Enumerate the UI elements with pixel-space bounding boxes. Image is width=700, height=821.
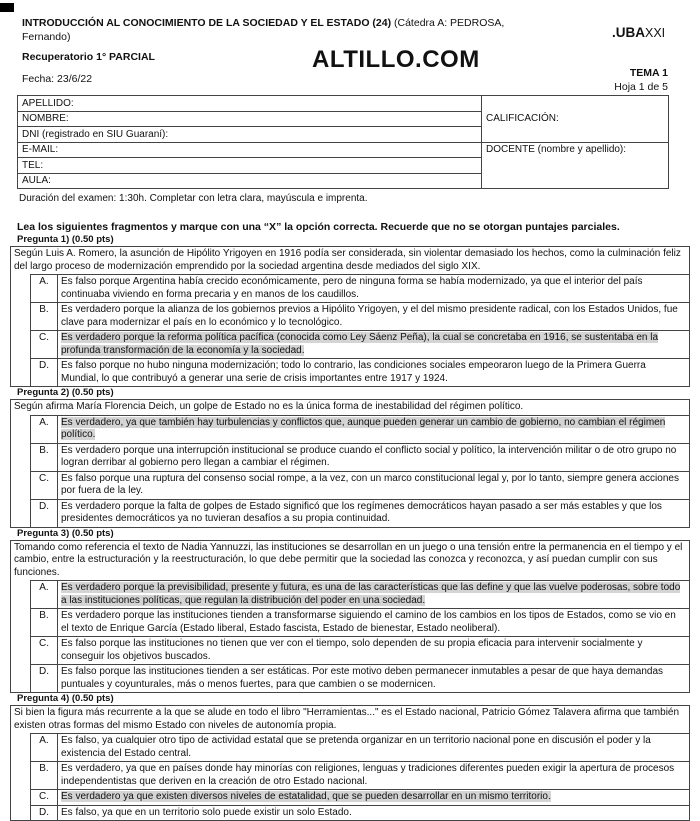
- docente-field[interactable]: DOCENTE (nombre y apellido):: [482, 142, 669, 189]
- option-text: Es verdadero porque la reforma política pacífica (conocida como Ley Sáenz Peña), la cual se concretaba en 1916, se sustentaba en la profunda transformación de la economía y la sociedad.: [61, 332, 659, 356]
- option-text: Es falso porque Argentina había crecido económicamente, pero de ninguna forma se había modernizado, ya que el interior del país continuaba viviendo en forma precaria y en manos de los caudillos.: [61, 276, 643, 300]
- question-1: [10, 246, 690, 387]
- tema-label: TEMA 1: [629, 67, 668, 79]
- instructions: Lea los siguientes fragmentos y marque con una “X” la opción correcta. Recuerde que no se otorgan puntajes parciales.: [17, 221, 620, 233]
- option-row[interactable]: [30, 608, 689, 636]
- option-row[interactable]: [30, 499, 689, 527]
- option-letter: D.: [31, 806, 58, 821]
- option-letter: C.: [31, 790, 58, 805]
- option-text: Es verdadero, ya que también hay turbulencias y conflictos que, aunque pueden generar un cambio de gobierno, no cambian el régimen político.: [61, 416, 666, 440]
- email-field[interactable]: E-MAIL:: [18, 142, 482, 158]
- questions-area: [10, 234, 690, 821]
- option-text: Es falso, ya cualquier otro tipo de actividad estatal que se pretenda organizar en un territorio nacional pone en discusión el poder y la existencia del Estado central.: [61, 735, 651, 759]
- catedra-text: (Cátedra A: PEDROSA, Fernando): [22, 17, 505, 43]
- option-text: Es verdadero, ya que en países donde hay minorías con religiones, lenguas y tradiciones diferentes pueden exigir la apertura de procesos independentistas que deriven en la creación de otro Estado nacional.: [61, 763, 675, 787]
- question-stem: Si bien la figura más recurrente a la que se alude en todo el libro "Herramientas..." es el Estado nacional, Patricio Gómez Talavera afirma que también existen otras formas del mismo Estado con niveles de autonomía propia.: [14, 707, 680, 731]
- option-text: Es falso porque una ruptura del consenso social rompe, a la vez, con un marco constitucional legal y, por lo tanto, siempre genera acciones por fuera de la ley.: [61, 472, 679, 496]
- aula-field[interactable]: AULA:: [18, 173, 482, 189]
- option-text: Es verdadero porque las instituciones tienden a transformarse siguiendo el camino de los cambios en los tipos de Estados, como se vio en el texto de Enrique García (Estado liberal, Estado fascista, Estado de bienestar, Estado neoliberal).: [61, 610, 676, 634]
- dni-field[interactable]: DNI (registrado en SIU Guaraní):: [18, 127, 482, 143]
- question-stem: Según afirma María Florencia Deich, un golpe de Estado no es la única forma de inestabilidad del régimen político.: [14, 401, 524, 412]
- option-row[interactable]: [30, 358, 689, 386]
- option-letter: B.: [31, 444, 58, 471]
- exam-title: Recuperatorio 1° PARCIAL: [22, 51, 155, 63]
- question-stem: Según Luis A. Romero, la asunción de Hipólito Yrigoyen en 1916 podía ser considerada, sin violentar demasiado los hechos, como la culminación feliz del largo proceso de modernización emprendido por la sociedad argentina desde mediados del siglo XIX.: [14, 248, 681, 272]
- question-label: Pregunta 3) (0.50 pts): [17, 527, 114, 539]
- option-row[interactable]: [30, 471, 689, 499]
- question-label: Pregunta 4) (0.50 pts): [17, 693, 114, 704]
- question-label: Pregunta 2) (0.50 pts): [17, 387, 114, 398]
- tema-block: [614, 66, 668, 94]
- option-row[interactable]: [30, 274, 689, 302]
- option-row-highlighted[interactable]: [30, 580, 689, 608]
- option-text: Es falso porque las instituciones no tienen que ver con el tiempo, solo dependen de su propia eficacia para intervenir socialmente y conseguir los objetivos buscados.: [61, 638, 643, 662]
- option-text: Es verdadero porque la alianza de los gobiernos previos a Hipólito Yrigoyen, y el del mismo presidente radical, con los Estados Unidos, fue clave para modernizar el país en lo económico y lo tecnológico.: [61, 304, 678, 328]
- option-letter: C.: [31, 472, 58, 499]
- option-text: Es falso porque no hubo ninguna modernización; todo lo contrario, las condiciones sociales empeoraron luego de la Primera Guerra Mundial, lo que contribuyó a generar una serie de crisis importantes entre 1917 y 1924.: [61, 360, 646, 384]
- watermark: ALTILLO.COM: [312, 46, 480, 73]
- option-text: Es verdadero porque una interrupción institucional se produce cuando el conflicto social y político, la intervención militar o de otro grupo no logran derribar al gobierno pero llegan a cambiar el régimen.: [61, 444, 677, 468]
- option-row-highlighted[interactable]: [30, 415, 689, 443]
- option-letter: A.: [31, 734, 58, 761]
- question-label: Pregunta 1) (0.50 pts): [17, 234, 114, 245]
- option-letter: C.: [31, 331, 58, 358]
- option-row[interactable]: [30, 664, 689, 692]
- calificacion-field[interactable]: CALIFICACIÓN:: [482, 96, 669, 143]
- option-text: Es verdadero ya que existen diversos niveles de estatalidad, que se pueden desarrollar en un mismo territorio.: [61, 791, 551, 802]
- option-letter: B.: [31, 762, 58, 789]
- option-letter: C.: [31, 637, 58, 664]
- option-letter: A.: [31, 275, 58, 302]
- option-row[interactable]: [30, 805, 689, 821]
- option-row-highlighted[interactable]: [30, 330, 689, 358]
- option-row[interactable]: [30, 761, 689, 789]
- question-stem: Tomando como referencia el texto de Nadia Yannuzzi, las instituciones se desarrollan en un juego o una tensión entre la permanencia en el tiempo y el cambio, entre la estructuración y la reestructuración, lo que debe permitir que la sociedad las conozca y reconozca, y así puedan cumplir con sus funciones.: [14, 541, 683, 578]
- question-4: [10, 705, 690, 821]
- option-text: Es verdadero porque la previsibilidad, presente y futura, es una de las características que las define y que las vuelve poderosas, sobre todo a las instituciones políticas, que regulan la distribución del poder en una sociedad.: [61, 582, 681, 606]
- option-row[interactable]: [30, 302, 689, 330]
- option-letter: B.: [31, 609, 58, 636]
- option-row-highlighted[interactable]: [30, 789, 689, 805]
- option-text: Es falso porque las instituciones tienden a ser estáticas. Por este motivo deben permanecer inmutables a pesar de que haya demandas puntuales y coyunturales, más o menos fuertes, para que cambien o se modernicen.: [61, 666, 664, 690]
- tel-field[interactable]: TEL:: [18, 158, 482, 174]
- exam-date: Fecha: 23/6/22: [22, 73, 93, 85]
- course-header: [22, 17, 522, 44]
- option-text: Es verdadero porque la falta de golpes de Estado significó que los regímenes democráticos hayan pasado a ser más estables y que los presidentes democráticos ya no tuvieran desafíos a su propia continuidad.: [61, 500, 662, 524]
- option-letter: D.: [31, 500, 58, 527]
- option-letter: D.: [31, 665, 58, 692]
- duration-note: Duración del examen: 1:30h. Completar con letra clara, mayúscula e imprenta.: [19, 193, 368, 204]
- corner-mark: [0, 3, 14, 12]
- option-row[interactable]: [30, 733, 689, 761]
- option-letter: D.: [31, 359, 58, 386]
- apellido-field[interactable]: APELLIDO:: [18, 96, 482, 112]
- option-row[interactable]: [30, 636, 689, 664]
- student-form: [17, 95, 669, 189]
- option-row[interactable]: [30, 443, 689, 471]
- page-count: Hoja 1 de 5: [614, 81, 668, 93]
- option-letter: A.: [31, 581, 58, 608]
- option-letter: B.: [31, 303, 58, 330]
- question-2: [10, 399, 690, 528]
- option-text: Es falso, ya que en un territorio solo puede existir un solo Estado.: [61, 806, 352, 818]
- course-title: INTRODUCCIÓN AL CONOCIMIENTO DE LA SOCIEDAD Y EL ESTADO (24): [22, 17, 392, 29]
- nombre-field[interactable]: NOMBRE:: [18, 111, 482, 127]
- option-letter: A.: [31, 416, 58, 443]
- uba-logo: .UBAXXI: [612, 25, 666, 40]
- question-3: [10, 540, 690, 694]
